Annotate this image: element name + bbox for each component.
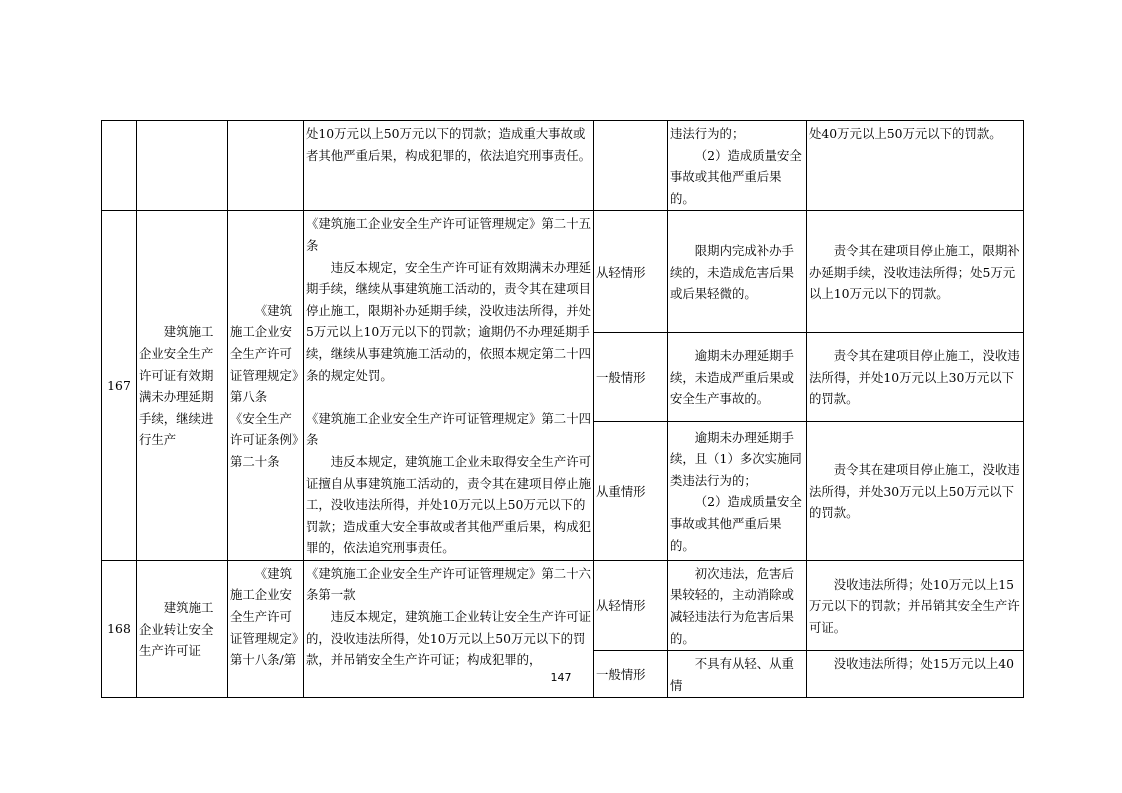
- basis-text: 处10万元以上50万元以下的罚款；造成重大事故或者其他严重后果，构成犯罪的，依法追究刑事责任。: [306, 126, 591, 163]
- penalty-cell: 责令其在建项目停止施工，没收违法所得，并处10万元以上30万元以下的罚款。: [807, 333, 1024, 422]
- number-cell: 168: [102, 560, 137, 698]
- penalty-cell: 责令其在建项目停止施工，限期补办延期手续，没收违法所得；处5万元以上10万元以下的罚款。: [807, 211, 1024, 333]
- table-row-167: [102, 211, 1024, 333]
- circumstance-cell: 逾期未办理延期手续，未造成严重后果或安全生产事故的。: [668, 333, 807, 422]
- circumstance-cell: 初次违法，危害后果较轻的，主动消除或减轻违法行为危害后果的。: [668, 560, 807, 650]
- penalty-cell: 没收违法所得；处15万元以上40: [807, 651, 1024, 698]
- source-cell: [228, 121, 304, 211]
- level-cell: 一般情形: [594, 333, 668, 422]
- source-cell: [228, 211, 304, 561]
- item-cell: 建筑施工企业安全生产许可证有效期满未办理延期手续，继续进行生产: [137, 211, 228, 561]
- source-text: 《安全生产许可证条例》第二十条: [230, 410, 299, 469]
- level-cell: 从轻情形: [594, 211, 668, 333]
- circumstance-cell: [668, 121, 807, 211]
- circumstance-cell: [668, 421, 807, 560]
- item-cell: [137, 121, 228, 211]
- basis-cell: [304, 211, 594, 561]
- number-cell: [102, 121, 137, 211]
- number-cell: 167: [102, 211, 137, 561]
- level-cell: [594, 121, 668, 211]
- circumstance-cell: 不具有从轻、从重情: [668, 651, 807, 698]
- basis-text: 违反本规定，建筑施工企业转让安全生产许可证的，没收违法所得，处10万元以上50万元以下的罚款，并吊销安全生产许可证；构成犯罪的，: [306, 609, 591, 668]
- penalty-cell: 没收违法所得；处10万元以上15万元以下的罚款；并吊销其安全生产许可证。: [807, 560, 1024, 650]
- circumstance-text: （2）造成质量安全事故或其他严重后果的。: [670, 147, 802, 206]
- basis-title: 《建筑施工企业安全生产许可证管理规定》第二十五条: [306, 216, 591, 253]
- source-text: 《建筑施工企业安全生产许可证管理规定》第八条: [230, 302, 299, 405]
- penalty-cell: [807, 121, 1024, 211]
- level-cell: 从重情形: [594, 421, 668, 560]
- table-row-168: [102, 560, 1024, 650]
- penalty-cell: 责令其在建项目停止施工，没收违法所得，并处30万元以上50万元以下的罚款。: [807, 421, 1024, 560]
- basis-text: 违反本规定，安全生产许可证有效期满未办理延期手续，继续从事建筑施工活动的，责令其在建项目停止施工，限期补办延期手续，没收违法所得，并处5万元以上10万元以下的罚款；逾期仍不办理延期手续，继续从事建筑施工活动的，依照本规定第二十四条的规定处罚。: [306, 259, 591, 383]
- penalty-text: 处40万元以上50万元以下的罚款。: [809, 126, 1002, 141]
- circumstance-text: 违法行为的；: [670, 126, 745, 141]
- circumstance-text: 逾期未办理延期手续，且（1）多次实施同类违法行为的；: [670, 429, 802, 488]
- level-cell: 从轻情形: [594, 560, 668, 650]
- table-row-continued: [102, 121, 1024, 211]
- item-cell: 建筑施工企业转让安全生产许可证: [137, 560, 228, 698]
- basis-cell: [304, 121, 594, 211]
- basis-title: 《建筑施工企业安全生产许可证管理规定》第二十四条: [306, 410, 591, 448]
- page-number: 147: [550, 671, 572, 684]
- circumstance-text: （2）造成质量安全事故或其他严重后果的。: [670, 494, 802, 553]
- source-cell: 《建筑施工企业安全生产许可证管理规定》第十八条/第: [228, 560, 304, 698]
- level-cell: 一般情形: [594, 651, 668, 698]
- basis-text: 违反本规定，建筑施工企业未取得安全生产许可证擅自从事建筑施工活动的，责令其在建项目停止施工，没收违法所得，并处10万元以上50万元以下的罚款；造成重大安全事故或者其他严重后果，构成犯罪的，依法追究刑事责任。: [306, 453, 591, 556]
- penalty-standards-table: [101, 120, 1024, 698]
- circumstance-cell: 限期内完成补办手续的，未造成危害后果或后果轻微的。: [668, 211, 807, 333]
- basis-title: 《建筑施工企业安全生产许可证管理规定》第二十六条第一款: [306, 565, 591, 603]
